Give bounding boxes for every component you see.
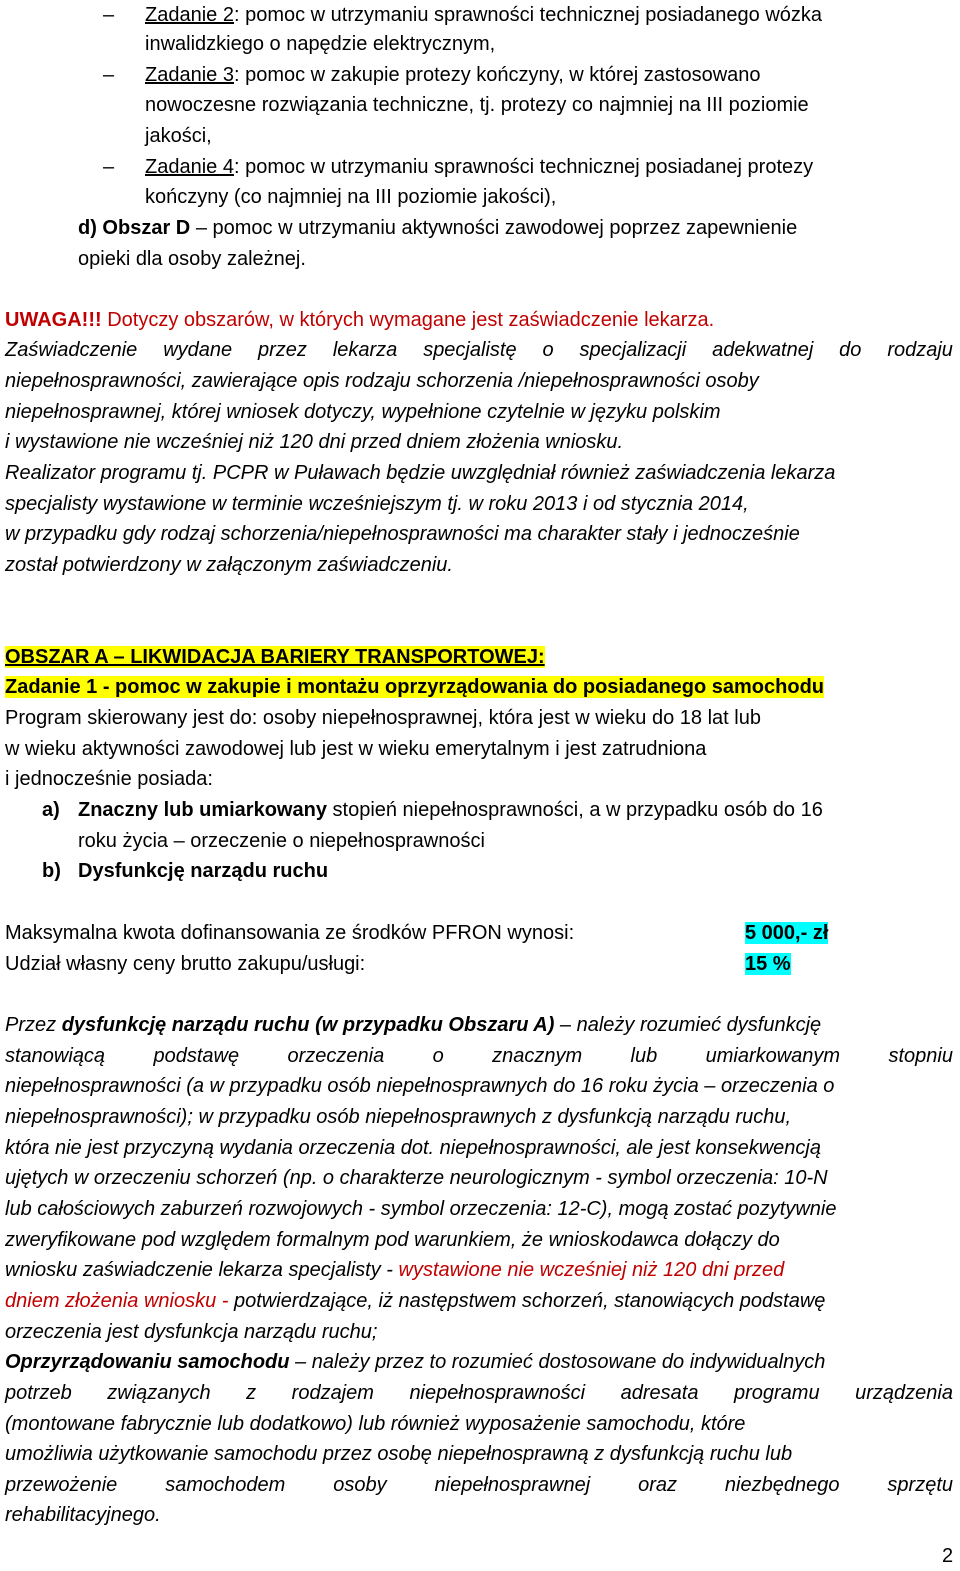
cert-line-1 (5, 335, 953, 365)
warning-line (5, 305, 714, 335)
item-a-line (78, 795, 823, 825)
word: programu (733, 1382, 820, 1404)
own-share-value-wrap (745, 949, 791, 979)
word: urządzenia (855, 1382, 953, 1404)
item-a-marker: a) (42, 799, 60, 821)
word: Zaświadczenie (5, 339, 138, 361)
task-2-cont: inwalidzkiego o napędzie elektrycznym, (145, 33, 496, 55)
area-a-task-line (5, 672, 824, 702)
own-share-value: 15 % (745, 953, 791, 975)
area-d-label: d) Obszar D (78, 217, 191, 239)
def1-line-9 (5, 1255, 784, 1285)
word: podstawę (153, 1045, 240, 1067)
program-line-2: w wieku aktywności zawodowej lub jest w wieku emerytalnym i jest zatrudniona (5, 738, 707, 760)
word: o (432, 1045, 444, 1067)
def2-text: – należy przez to rozumieć dostosowane do indywidualnych (289, 1351, 826, 1373)
def1-line-1 (5, 1010, 821, 1040)
list-dash: – (103, 64, 115, 86)
word: rodzajem (291, 1382, 374, 1404)
def1-line-7: lub całościowych zaburzeń rozwojowych - symbol orzeczenia: 12-C), mogą zostać pozytywnie (5, 1198, 837, 1220)
warning-title: UWAGA (5, 309, 82, 331)
list-dash: – (103, 156, 115, 178)
program-line-1: Program skierowany jest do: osoby niepełnosprawnej, która jest w wieku do 18 lat lub (5, 707, 761, 729)
def1-l9-red: wystawione nie wcześniej niż 120 dni przed (398, 1259, 785, 1281)
word: specjalizacji (579, 339, 687, 361)
def2-line-3: (montowane fabrycznie lub dodatkowo) lub również wyposażenie samochodu, które (5, 1413, 746, 1435)
area-a-task: Zadanie 1 - pomoc w zakupie i montażu oprzyrządowania do posiadanego samochodu (5, 676, 825, 698)
task-3-cont2: jakości, (145, 125, 212, 147)
def1-line-10 (5, 1286, 825, 1316)
area-d-text: – pomoc w utrzymaniu aktywności zawodowej poprzez zapewnienie (195, 217, 798, 239)
word: niepełnosprawności (409, 1382, 586, 1404)
word: rodzaju (887, 339, 953, 361)
def1-line-5: która nie jest przyczyną wydania orzeczenia dot. niepełnosprawności, ale jest konsekwencją (5, 1137, 821, 1159)
max-amount-value-wrap (745, 918, 828, 948)
task-3-label: Zadanie 3 (145, 64, 234, 86)
def1-l10-text: potwierdzające, iż następstwem schorzeń, stanowiących podstawę (234, 1290, 826, 1312)
def1-term: dysfunkcję narządu ruchu (w przypadku Obszaru A) (61, 1014, 555, 1036)
word: wydane (163, 339, 233, 361)
word: samochodem (165, 1474, 286, 1496)
def2-line-2 (5, 1378, 953, 1408)
task-4-text: : pomoc w utrzymaniu sprawności technicznej posiadanej protezy (233, 156, 814, 178)
word: specjalistę (423, 339, 517, 361)
word: lekarza (332, 339, 398, 361)
task-4-line (145, 152, 813, 182)
word: adresata (620, 1382, 699, 1404)
def1-line-11: orzeczenia jest dysfunkcja narządu ruchu; (5, 1321, 378, 1343)
def1-line-6: ujętych w orzeczeniu schorzeń (np. o charakterze neurologicznym - symbol orzeczenia: 10-N (5, 1167, 828, 1189)
word: stopniu (888, 1045, 953, 1067)
def1-text: – należy rozumieć dysfunkcję (554, 1014, 822, 1036)
def2-line-1 (5, 1347, 825, 1377)
word: sprzętu (887, 1474, 953, 1496)
word: niepełnosprawnej (434, 1474, 591, 1496)
word: umiarkowanym (705, 1045, 841, 1067)
area-d-line (78, 213, 797, 243)
word: do (839, 339, 862, 361)
word: stanowiącą (5, 1045, 106, 1067)
cert-line-2: niepełnosprawności, zawierające opis rodzaju schorzenia /niepełnosprawności osoby (5, 370, 759, 392)
task-2-label: Zadanie 2 (145, 4, 234, 26)
max-amount-label: Maksymalna kwota dofinansowania ze środków PFRON wynosi: (5, 922, 575, 944)
area-a-title: OBSZAR A – LIKWIDACJA BARIERY TRANSPORTOWEJ: (5, 646, 545, 668)
def2-line-4: umożliwia użytkowanie samochodu przez osobę niepełnosprawną z dysfunkcją ruchu lub (5, 1443, 793, 1465)
item-b-marker: b) (42, 860, 61, 882)
warning-exclamation: !!! (81, 309, 102, 331)
word: przez (258, 339, 307, 361)
item-a-text: stopień niepełnosprawności, a w przypadku osób do 16 (326, 799, 823, 821)
word: orzeczenia (287, 1045, 385, 1067)
cert-line-6: specjalisty wystawione w terminie wcześniejszym tj. w roku 2013 i od stycznia 2014, (5, 493, 749, 515)
task-2-text: : pomoc w utrzymaniu sprawności technicznej posiadanego wózka (233, 4, 823, 26)
word: znacznym (492, 1045, 583, 1067)
def2-line-5 (5, 1470, 953, 1500)
area-d-cont: opieki dla osoby zależnej. (78, 248, 306, 270)
program-line-3: i jednocześnie posiada: (5, 768, 213, 790)
def2-line-6: rehabilitacyjnego. (5, 1504, 161, 1526)
task-3-cont1: nowoczesne rozwiązania techniczne, tj. protezy co najmniej na III poziomie (145, 94, 809, 116)
word: potrzeb (5, 1382, 72, 1404)
def2-term: Oprzyrządowaniu samochodu (5, 1351, 290, 1373)
word: oraz (638, 1474, 677, 1496)
own-share-label: Udział własny ceny brutto zakupu/usługi: (5, 953, 366, 975)
word: lub (630, 1045, 658, 1067)
list-dash: – (103, 4, 115, 26)
task-2-line (145, 0, 822, 30)
def1-line-8: zweryfikowane pod względem formalnym pod warunkiem, że wnioskodawca dołączy do (5, 1229, 780, 1251)
def1-l10-red: dniem złożenia wniosku - (5, 1290, 234, 1312)
def1-line-2 (5, 1041, 953, 1071)
word: z (246, 1382, 257, 1404)
word: o (542, 339, 554, 361)
item-b-text: Dysfunkcję narządu ruchu (78, 860, 329, 882)
page-number: 2 (942, 1545, 954, 1567)
word: adekwatnej (712, 339, 814, 361)
cert-line-4: i wystawione nie wcześniej niż 120 dni przed dniem złożenia wniosku. (5, 431, 624, 453)
area-a-title-line (5, 642, 545, 672)
cert-line-5: Realizator programu tj. PCPR w Puławach będzie uwzględniał również zaświadczenia lekarza (5, 462, 836, 484)
def1-line-3: niepełnosprawności (a w przypadku osób niepełnosprawnych do 16 roku życia – orzeczenia o (5, 1075, 835, 1097)
item-a-cont: roku życia – orzeczenie o niepełnosprawności (78, 830, 485, 852)
word: związanych (107, 1382, 211, 1404)
warning-text: Dotyczy obszarów, w których wymagane jest zaświadczenie lekarza. (101, 309, 715, 331)
word: osoby (333, 1474, 387, 1496)
task-3-line (145, 60, 761, 90)
item-a-bold: Znaczny lub umiarkowany (78, 799, 327, 821)
cert-line-3: niepełnosprawnej, której wniosek dotyczy, wypełnione czytelnie w języku polskim (5, 401, 721, 423)
def1-line-4: niepełnosprawności); w przypadku osób niepełnosprawnych z dysfunkcją narządu ruchu, (5, 1106, 791, 1128)
word: przewożenie (5, 1474, 118, 1496)
cert-line-8: został potwierdzony w załączonym zaświadczeniu. (5, 554, 453, 576)
max-amount-value: 5 000,- zł (745, 922, 829, 944)
cert-line-7: w przypadku gdy rodzaj schorzenia/niepełnosprawności ma charakter stały i jednocześnie (5, 523, 800, 545)
word: niezbędnego (724, 1474, 840, 1496)
def1-intro: Przez (5, 1014, 62, 1036)
task-3-text: : pomoc w zakupie protezy kończyny, w której zastosowano (233, 64, 761, 86)
task-4-cont: kończyny (co najmniej na III poziomie jakości), (145, 186, 557, 208)
def1-l9-text: wniosku zaświadczenie lekarza specjalisty - (5, 1259, 399, 1281)
task-4-label: Zadanie 4 (145, 156, 234, 178)
